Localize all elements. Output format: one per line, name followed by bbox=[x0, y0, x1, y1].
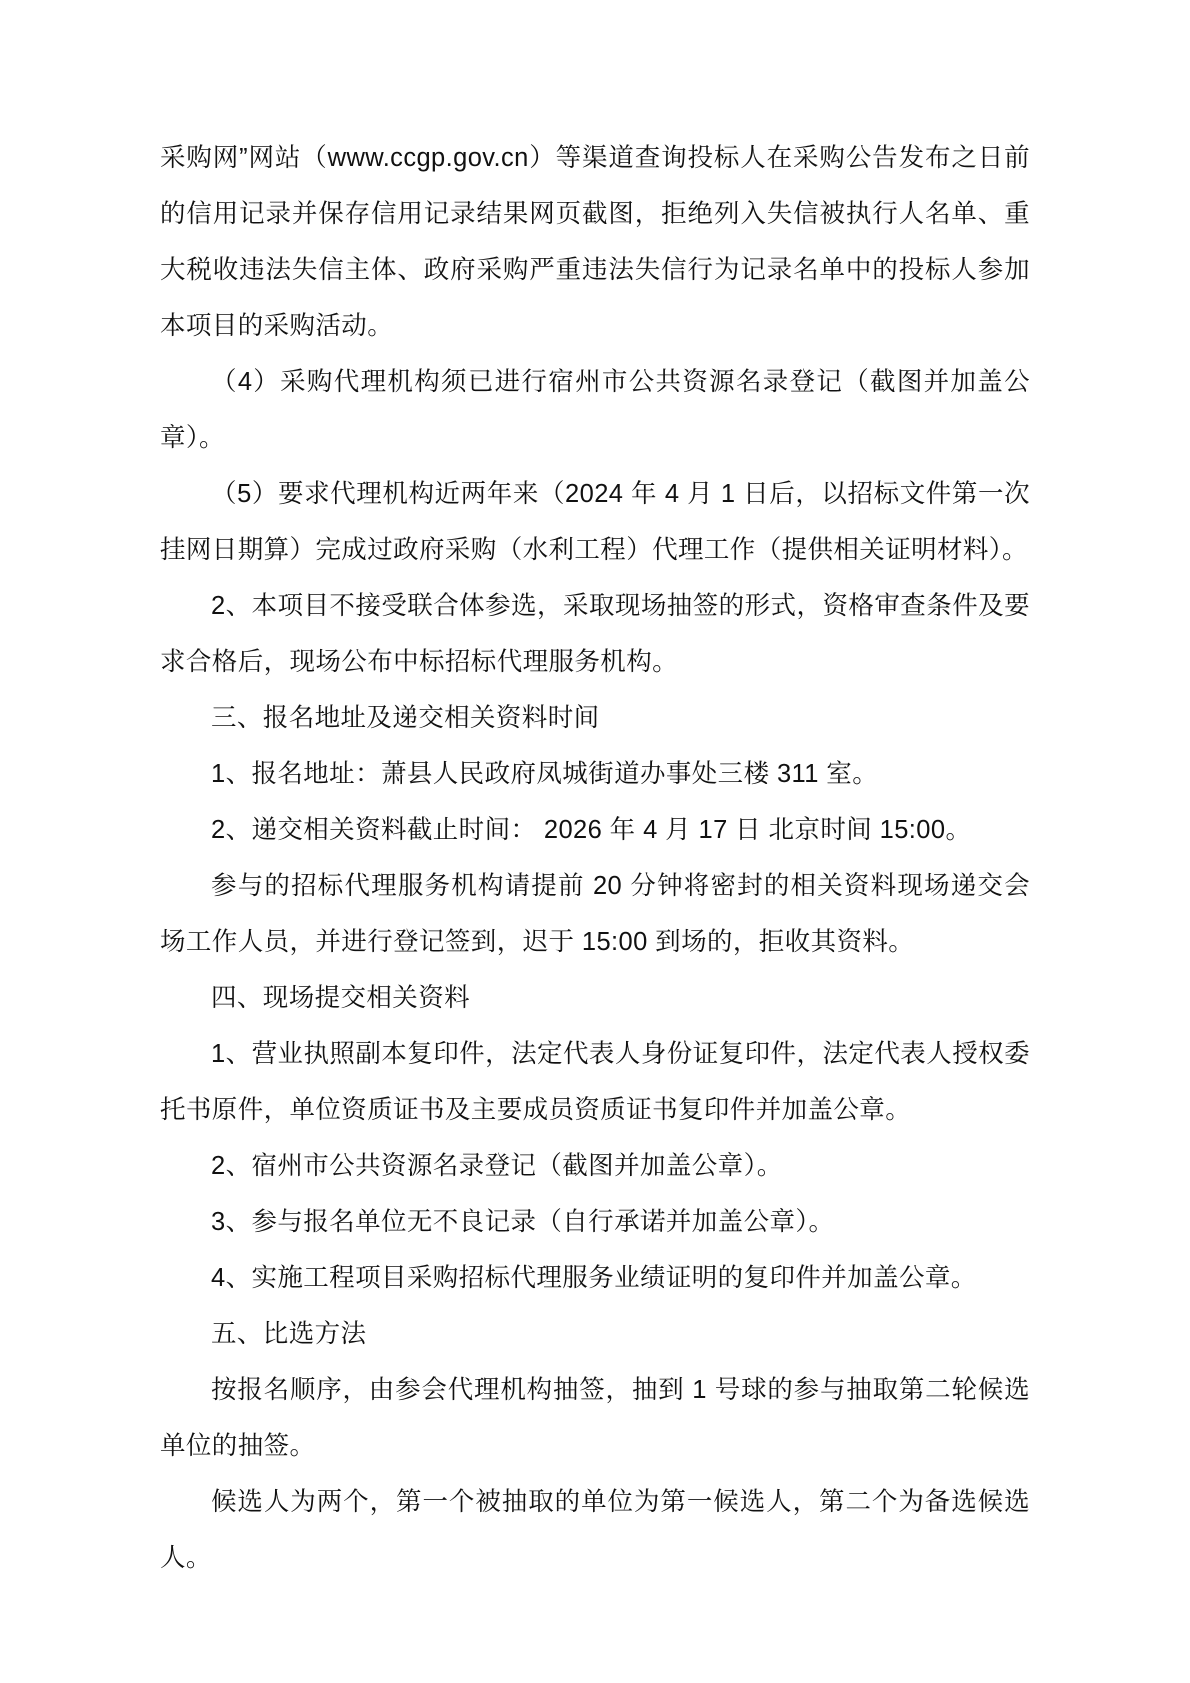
paragraph-item-4: （4）采购代理机构须已进行宿州市公共资源名录登记（截图并加盖公章）。 bbox=[160, 368, 1030, 452]
paragraph-candidates: 候选人为两个，第一个被抽取的单位为第一候选人，第二个为备选候选人。 bbox=[160, 1488, 1030, 1572]
paragraph-materials-3: 3、参与报名单位无不良记录（自行承诺并加盖公章）。 bbox=[211, 1208, 835, 1236]
paragraph-selection-method: 按报名顺序，由参会代理机构抽签，抽到 1 号球的参与抽取第二轮候选单位的抽签。 bbox=[160, 1376, 1030, 1460]
paragraph-materials-2: 2、宿州市公共资源名录登记（截图并加盖公章）。 bbox=[211, 1152, 783, 1180]
paragraph-item-5: （5）要求代理机构近两年来（2024 年 4 月 1 日后，以招标文件第一次挂网日期算）完成过政府采购（水利工程）代理工作（提供相关证明材料）。 bbox=[160, 480, 1030, 564]
paragraph-submission-notice: 参与的招标代理服务机构请提前 20 分钟将密封的相关资料现场递交会场工作人员，并进行登记签到，迟于 15:00 到场的，拒收其资料。 bbox=[160, 872, 1030, 956]
paragraph-submission-deadline: 2、递交相关资料截止时间： 2026 年 4 月 17 日 北京时间 15:00。 bbox=[211, 816, 972, 844]
heading-section-three: 三、报名地址及递交相关资料时间 bbox=[211, 704, 600, 732]
paragraph-materials-1: 1、营业执照副本复印件，法定代表人身份证复印件，法定代表人授权委托书原件，单位资质证书及主要成员资质证书复印件并加盖公章。 bbox=[160, 1040, 1030, 1124]
heading-section-five: 五、比选方法 bbox=[211, 1320, 367, 1348]
paragraph-materials-4: 4、实施工程项目采购招标代理服务业绩证明的复印件并加盖公章。 bbox=[211, 1264, 977, 1292]
paragraph-registration-address: 1、报名地址：萧县人民政府凤城街道办事处三楼 311 室。 bbox=[211, 760, 879, 788]
heading-section-four: 四、现场提交相关资料 bbox=[211, 984, 471, 1012]
paragraph-credit-record: 采购网”网站（www.ccgp.gov.cn）等渠道查询投标人在采购公告发布之日前的信用记录并保存信用记录结果网页截图，拒绝列入失信被执行人名单、重大税收违法失信主体、政府采购严重违法失信行为记录名单中的投标人参加本项目的采购活动。 bbox=[160, 144, 1030, 340]
paragraph-item-2-consortium: 2、本项目不接受联合体参选，采取现场抽签的形式，资格审查条件及要求合格后，现场公布中标招标代理服务机构。 bbox=[160, 592, 1030, 676]
document-body bbox=[160, 130, 1030, 1586]
